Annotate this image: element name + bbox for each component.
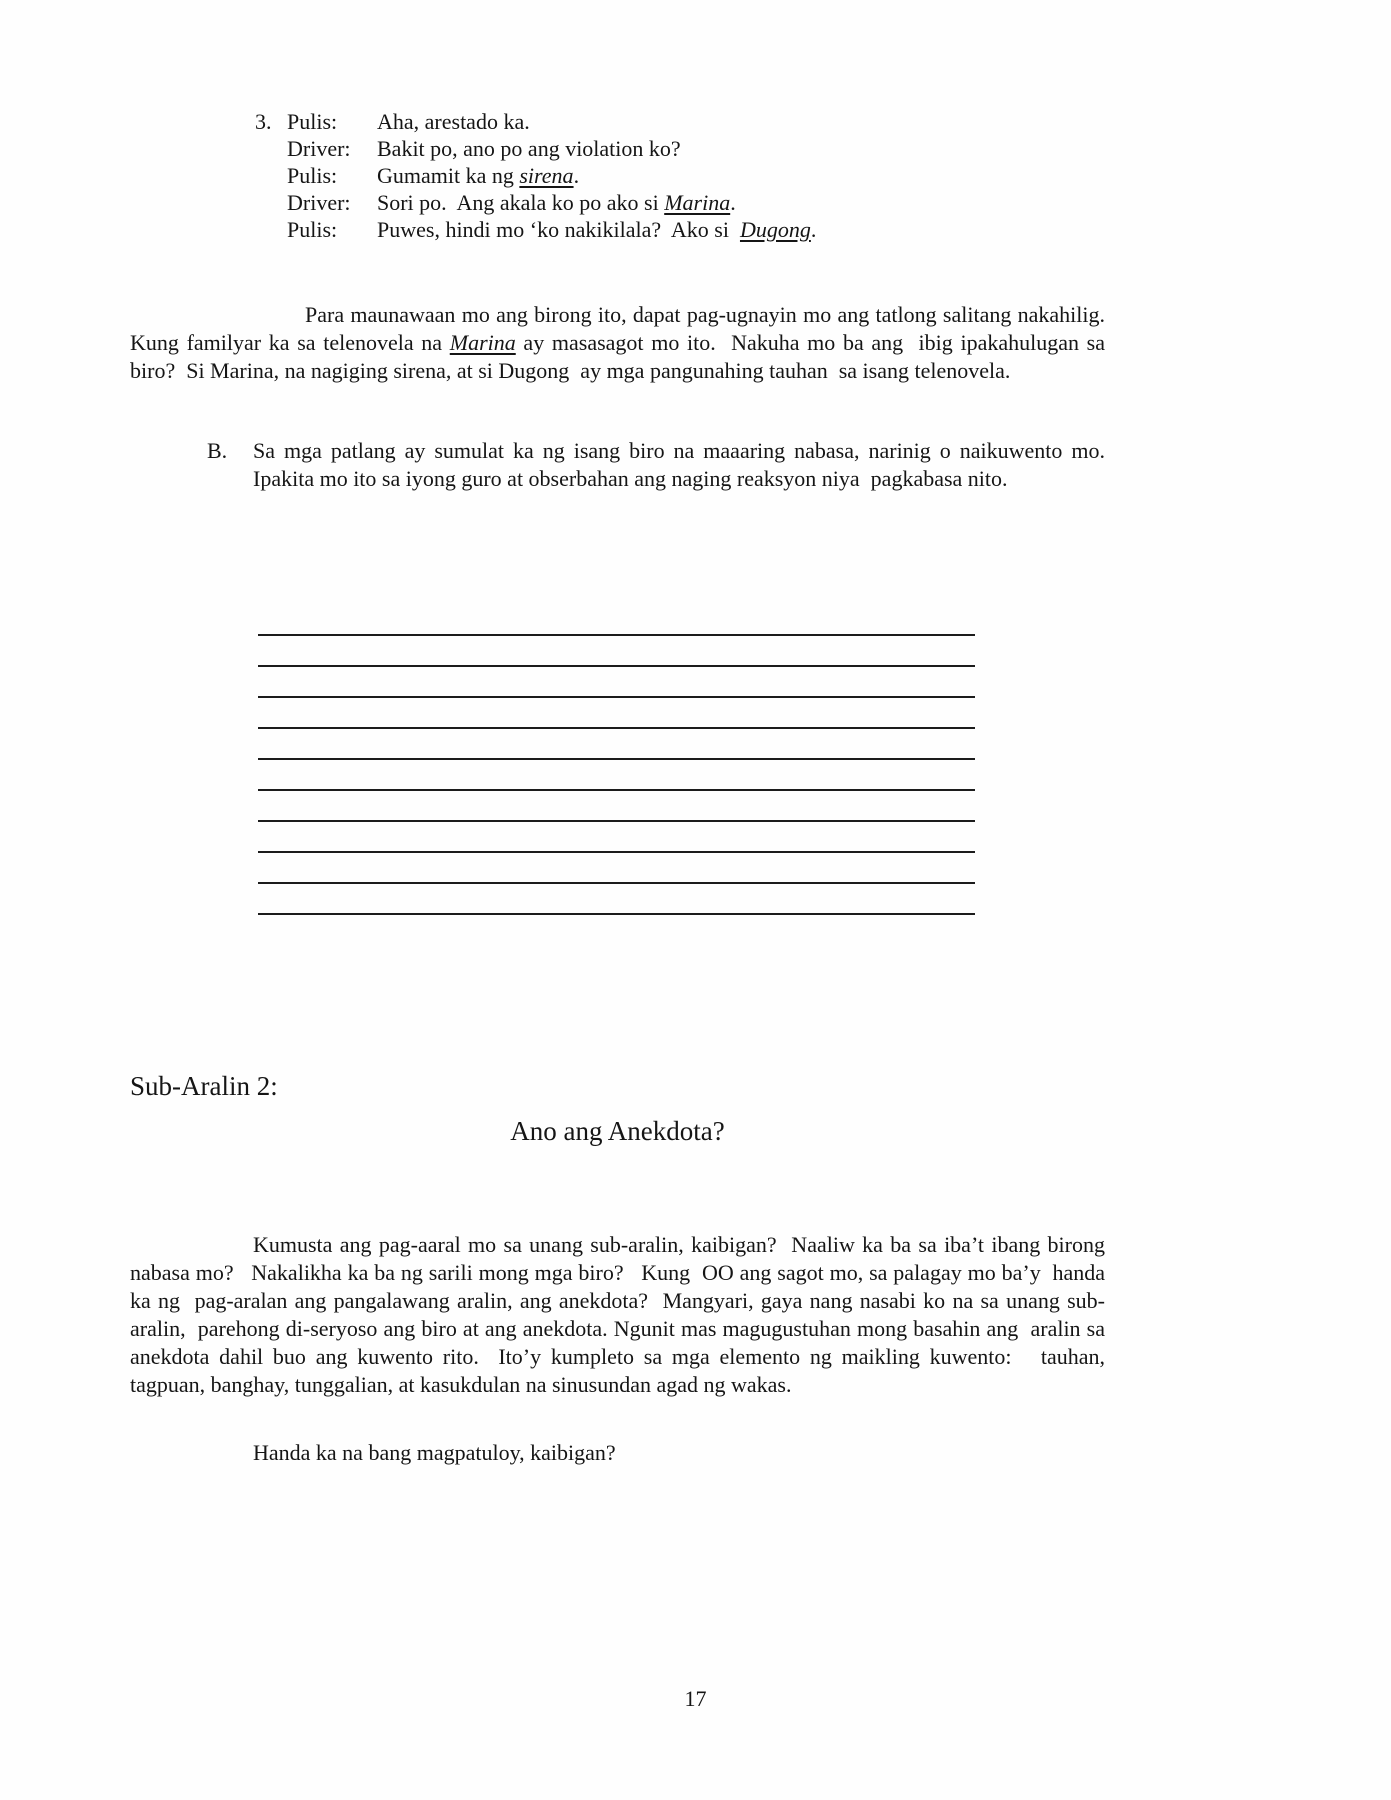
exercise-b-instructions: Sa mga patlang ay sumulat ka ng isang biro na maaaring nabasa, narinig o naikuwento mo. Ipakita mo ito sa iyong guro at obserbahan ang naging reaksyon niya pagkabasa nito. [253,438,1116,491]
dialogue-line-text: Bakit po, ano po ang violation ko? [377,136,681,161]
answer-line[interactable] [258,822,975,853]
speaker-label: Driver: [287,190,351,215]
speaker-label: Pulis: [287,163,338,188]
underlined-term: Marina [449,330,516,355]
dialogue-line [377,216,1105,243]
explanation-paragraph [130,301,1116,385]
underlined-term: Marina [664,190,731,215]
dialogue-line-text: . [573,163,580,188]
item-number-spacer [255,189,287,216]
speaker-label: Driver: [287,136,351,161]
item-number-spacer [255,135,287,162]
speaker-label: Pulis: [287,217,338,242]
answer-line[interactable] [258,636,975,667]
section-title: Ano ang Anekdota? [510,1116,725,1146]
dialogue-row [255,216,1105,243]
dialogue-row [255,189,1105,216]
explanation-text: Para maunawaan mo ang birong ito, dapat pag-ugnayin mo ang tatlong salitang nakahilig. Kung familyar ka sa telenovela na [130,302,1116,355]
answer-line[interactable] [258,853,975,884]
dialogue-line-text: Aha, arestado ka. [377,109,530,134]
section-label: Sub-Aralin 2: [130,1071,278,1101]
underlined-term: Dugong [739,217,811,242]
exercise-b-label: B. [207,438,228,463]
dialogue-line-text: Puwes, hindi mo ‘ko nakikilala? Ako si [377,217,740,242]
joke-dialogue [255,0,1105,243]
answer-line[interactable] [258,605,975,636]
dialogue-line [377,189,1105,216]
dialogue-line [377,135,1105,162]
explanation-text: ay masasagot mo ito. Nakuha mo ba ang ibig ipakahulugan sa biro? Si Marina, na nagiging sirena, at si Dugong ay mga pangunahing tauhan sa isang telenovela. [130,330,1111,383]
closing-question: Handa ka na bang magpatuloy, kaibigan? [253,1440,616,1465]
intro-paragraph: Kumusta ang pag-aaral mo sa unang sub-aralin, kaibigan? Naaliw ka ba sa iba’t ibang birong nabasa mo? Nakalikha ka ba ng sarili mong mga biro? Kung OO ang sagot mo, sa palagay mo ba’y handa ka ng pag-aralan ang pangalawang aralin, ang anekdota? Mangyari, gaya nang nasabi ko na sa unang sub-aralin, parehong di-seryoso ang biro at ang anekdota. Ngunit mas magugustuhan mong basahin ang aralin sa anekdota dahil buo ang kuwento rito. Ito’y kumpleto sa mga elemento ng maikling kuwento: tauhan, tagpuan, banghay, tunggalian, at kasukdulan na sinusundan agad ng wakas. [130,1232,1111,1397]
item-number: 3. [255,109,272,134]
page-number: 17 [684,1686,707,1711]
item-number-spacer [255,216,287,243]
answer-line[interactable] [258,791,975,822]
answer-lines [258,605,975,915]
dialogue-line-text: Gumamit ka ng [377,163,520,188]
dialogue-row [255,162,1105,189]
underlined-term: sirena [519,163,574,188]
dialogue-row [255,108,1105,135]
answer-line[interactable] [258,698,975,729]
answer-line[interactable] [258,884,975,915]
answer-line[interactable] [258,667,975,698]
dialogue-line [377,108,1105,135]
dialogue-line [377,162,1105,189]
answer-line[interactable] [258,729,975,760]
exercise-b [207,437,1116,493]
answer-line[interactable] [258,760,975,791]
item-number-spacer [255,162,287,189]
dialogue-line-text: . [730,190,736,215]
dialogue-line-text: . [810,217,817,242]
dialogue-line-text: Sori po. Ang akala ko po ako si [377,190,665,215]
speaker-label: Pulis: [287,109,338,134]
dialogue-row [255,135,1105,162]
